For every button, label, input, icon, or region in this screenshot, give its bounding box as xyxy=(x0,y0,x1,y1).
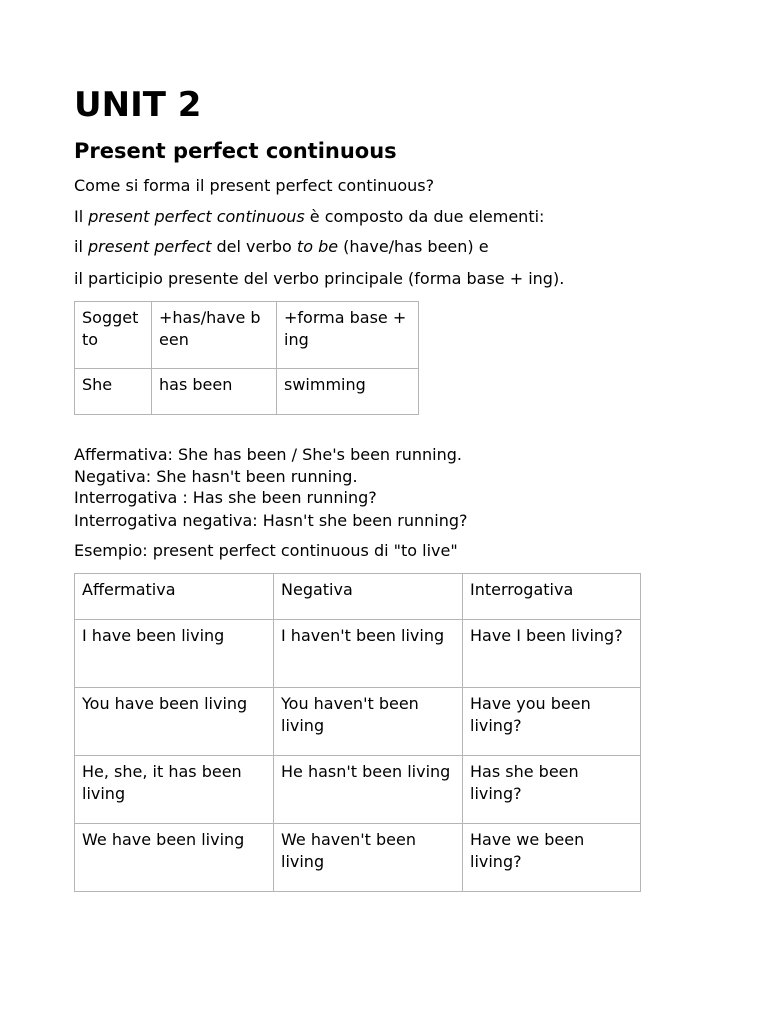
intro-composition xyxy=(74,206,544,228)
table-row xyxy=(75,756,641,824)
text-run: del verbo xyxy=(211,237,297,256)
table-cell: Have you been living? xyxy=(463,688,641,756)
table-cell: He hasn't been living xyxy=(274,756,463,824)
text-run: è composto da due elementi: xyxy=(304,207,545,226)
table-header-cell: +has/have been xyxy=(152,302,277,369)
table-header-cell: Affermativa xyxy=(75,574,274,620)
unit-title: UNIT 2 xyxy=(74,85,202,125)
section-title: Present perfect continuous xyxy=(74,139,397,163)
table-cell: She xyxy=(75,369,152,415)
table-header-cell: Soggetto xyxy=(75,302,152,369)
table-cell: We haven't been living xyxy=(274,824,463,892)
table-cell: I haven't been living xyxy=(274,620,463,688)
table-cell: You haven't been living xyxy=(274,688,463,756)
table-row xyxy=(75,824,641,892)
italic-term: present perfect continuous xyxy=(88,207,305,226)
table-header-cell: +forma base + ing xyxy=(277,302,419,369)
table-row xyxy=(75,620,641,688)
text-run: (have/has been) e xyxy=(338,237,489,256)
table-cell: swimming xyxy=(277,369,419,415)
form-interrogativa: Interrogativa : Has she been running? xyxy=(74,488,377,507)
table-cell: has been xyxy=(152,369,277,415)
example-table xyxy=(74,573,641,892)
table-cell: I have been living xyxy=(75,620,274,688)
italic-term: to be xyxy=(296,237,339,256)
table-cell: Has she been living? xyxy=(463,756,641,824)
table-row xyxy=(75,302,419,369)
table-header-cell: Interrogativa xyxy=(463,574,641,620)
intro-element-one xyxy=(74,236,489,258)
table-header-cell: Negativa xyxy=(274,574,463,620)
form-interrogativa-negativa: Interrogativa negativa: Hasn't she been running? xyxy=(74,511,468,530)
table-cell: You have been living xyxy=(75,688,274,756)
form-negativa: Negativa: She hasn't been running. xyxy=(74,467,358,486)
table-row xyxy=(75,369,419,415)
table-header-row xyxy=(75,574,641,620)
form-affermativa: Affermativa: She has been / She's been running. xyxy=(74,445,462,464)
table-cell: Have we been living? xyxy=(463,824,641,892)
table-cell: Have I been living? xyxy=(463,620,641,688)
italic-term: present perfect xyxy=(87,237,212,256)
text-run: Il xyxy=(74,207,89,226)
table-row xyxy=(75,688,641,756)
text-run: il xyxy=(74,237,88,256)
table-cell: He, she, it has been living xyxy=(75,756,274,824)
table-cell: We have been living xyxy=(75,824,274,892)
intro-question: Come si forma il present perfect continuous? xyxy=(74,176,435,195)
example-intro: Esempio: present perfect continuous di "to live" xyxy=(74,541,458,560)
intro-element-two: il participio presente del verbo principale (forma base + ing). xyxy=(74,269,565,288)
structure-table xyxy=(74,301,419,415)
